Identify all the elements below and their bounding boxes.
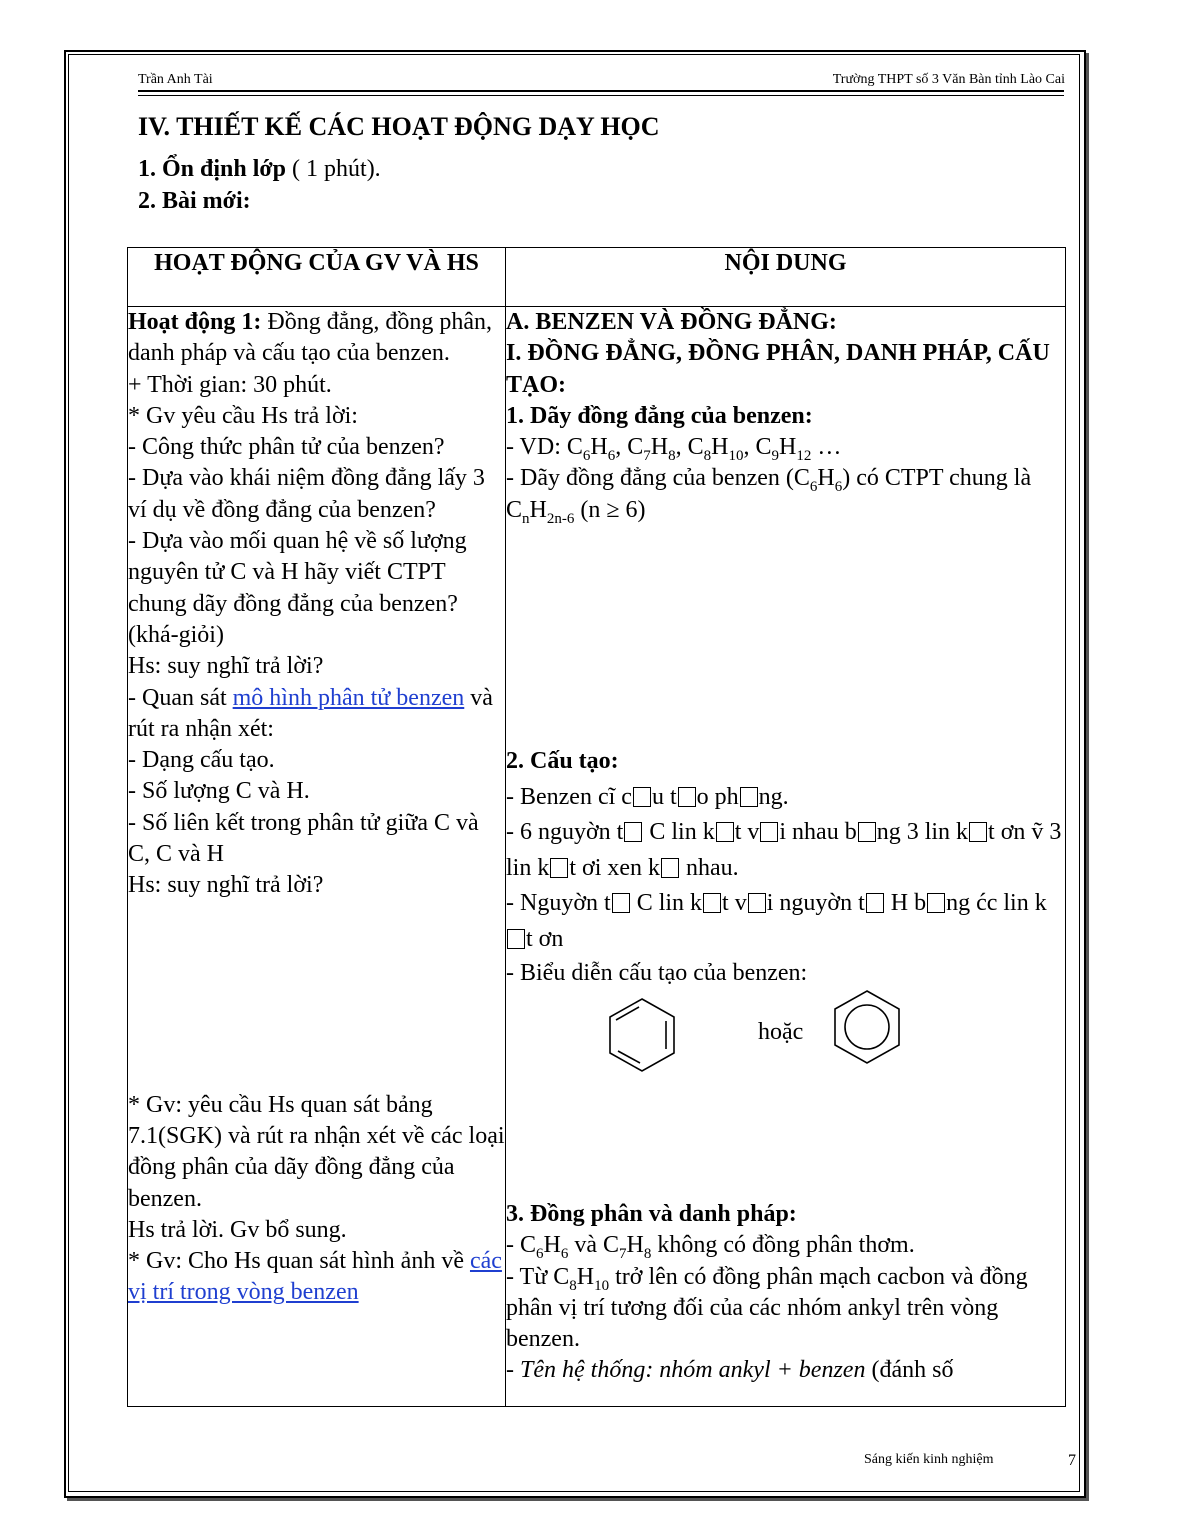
header-rule	[138, 90, 1064, 92]
isomer-line-2: - Từ $C_8H_{10}$ trở lên có đồng phân mạch cacbon và đồng phân vị trí tương đối của các nhóm ankyl trên vòng benzen.	[506, 1263, 1028, 1353]
question-3: - Dựa vào mối quan hệ về số lượng nguyên tử C và H hãy viết CTPT chung dãy đồng đẳng của benzen? (khá-giỏi)	[128, 528, 467, 648]
homolog-series: - Dãy đồng đẳng của benzen $(C_6H_6)$ có CTPT chung là	[506, 465, 1032, 496]
homolog-examples: - VD: $C_6H_6$, $C_7H_8$, $C_8H_{10}$, $C_9H_{12}$ …	[506, 434, 842, 464]
col-header-content: NỘI DUNG	[506, 248, 1066, 307]
structure-line-1: - Benzen cĩ c u t o ph ng.	[506, 783, 789, 810]
teacher-request-3: * Gv: Cho Hs quan sát hình ảnh về các vị trí trong vòng benzen	[128, 1248, 502, 1306]
or-label: hoặc	[758, 1018, 804, 1045]
part-a-title: A. BENZEN VÀ ĐỒNG ĐẲNG:	[506, 309, 837, 335]
structure-title: 2. Cấu tạo:	[506, 748, 619, 775]
student-answer-2: Hs: suy nghĩ trả lời?	[128, 872, 324, 899]
activity-1: Hoạt động 1: Đồng đẳng, đồng phân, danh pháp và cấu tạo của benzen.	[128, 309, 492, 367]
question-intro: * Gv yêu cầu Hs trả lời:	[128, 402, 358, 429]
point-structure: - Dạng cấu tạo.	[128, 747, 275, 774]
question-1: - Công thức phân tử của benzen?	[128, 434, 445, 461]
naming-line: - Tên hệ thống: nhóm ankyl + benzen (đánh số	[506, 1357, 954, 1384]
structure-representation: - Biểu diễn cấu tạo của benzen:	[506, 959, 808, 986]
header-school: Trường THPT số 3 Văn Bàn tỉnh Lào Cai	[832, 72, 1065, 87]
student-answer-3: Hs trả lời. Gv bổ sung.	[128, 1216, 347, 1243]
student-answer: Hs: suy nghĩ trả lời?	[128, 653, 324, 680]
structure-line-3: - Nguyờn t C lin k t v i nguyờn t H b ng ćc lin kt ơn	[506, 890, 1047, 953]
section-title: IV. THIẾT KẾ CÁC HOẠT ĐỘNG DẠY HỌC	[138, 112, 660, 141]
structure-block	[506, 744, 1065, 958]
isomer-line-1: - $C_6H_6$ và $C_7H_8$ không có đồng phân thơm.	[506, 1232, 915, 1263]
benzene-positions-link[interactable]: các vị trí trong vòng benzen	[128, 1248, 502, 1306]
col-header-activities: HOẠT ĐỘNG CỦA GV VÀ HS	[128, 248, 506, 307]
observe-model: - Quan sát mô hình phân tử benzen và rút ra nhận xét:	[128, 684, 493, 742]
teacher-request-2: * Gv: yêu cầu Hs quan sát bảng 7.1(SGK) và rút ra nhận xét về các loại đồng phân của dãy đồng đẳng của benzen.	[128, 1091, 505, 1212]
point-count: - Số lượng C và H.	[128, 778, 310, 805]
general-formula: $C_nH_{2n-6}$ (n ≥ 6)	[506, 496, 646, 527]
kekule-benzene-icon	[606, 995, 678, 1075]
time-note: + Thời gian: 30 phút.	[128, 371, 332, 398]
benzene-model-link[interactable]: mô hình phân tử benzen	[232, 684, 465, 711]
page-number: 7	[1068, 1452, 1076, 1469]
subsection-new-lesson: 2. Bài mới:	[138, 188, 251, 214]
benzene-figures	[506, 995, 1065, 1075]
homolog-title: 1. Dãy đồng đẳng của benzen:	[506, 402, 813, 429]
isomer-title: 3. Đồng phân và danh pháp:	[506, 1200, 797, 1227]
subsection-stabilize: 1. Ổn định lớp ( 1 phút).	[138, 156, 381, 182]
point-bonds: - Số liên kết trong phân tử giữa C và C, C và H	[128, 809, 479, 868]
structure-line-2: - 6 nguyờn t C lin k t v i nhau b ng 3 lin k t ơn ṽ 3 lin k t ơi xen k nhau.	[506, 819, 1062, 881]
part-i-title: I. ĐỒNG ĐẲNG, ĐỒNG PHÂN, DANH PHÁP, CẤU TẠO:	[506, 340, 1050, 398]
footer-label: Sáng kiến kinh nghiệm	[864, 1452, 994, 1467]
header-rule-thin	[138, 95, 1064, 96]
header-author: Trần Anh Tài	[138, 72, 213, 87]
question-2: - Dựa vào khái niệm đồng đẳng lấy 3 ví dụ về đồng đẳng của benzen?	[128, 465, 485, 523]
content-cell	[506, 307, 1066, 1407]
lesson-table	[127, 247, 1066, 1407]
aromatic-benzene-icon	[831, 987, 903, 1067]
activities-cell	[128, 307, 506, 1407]
